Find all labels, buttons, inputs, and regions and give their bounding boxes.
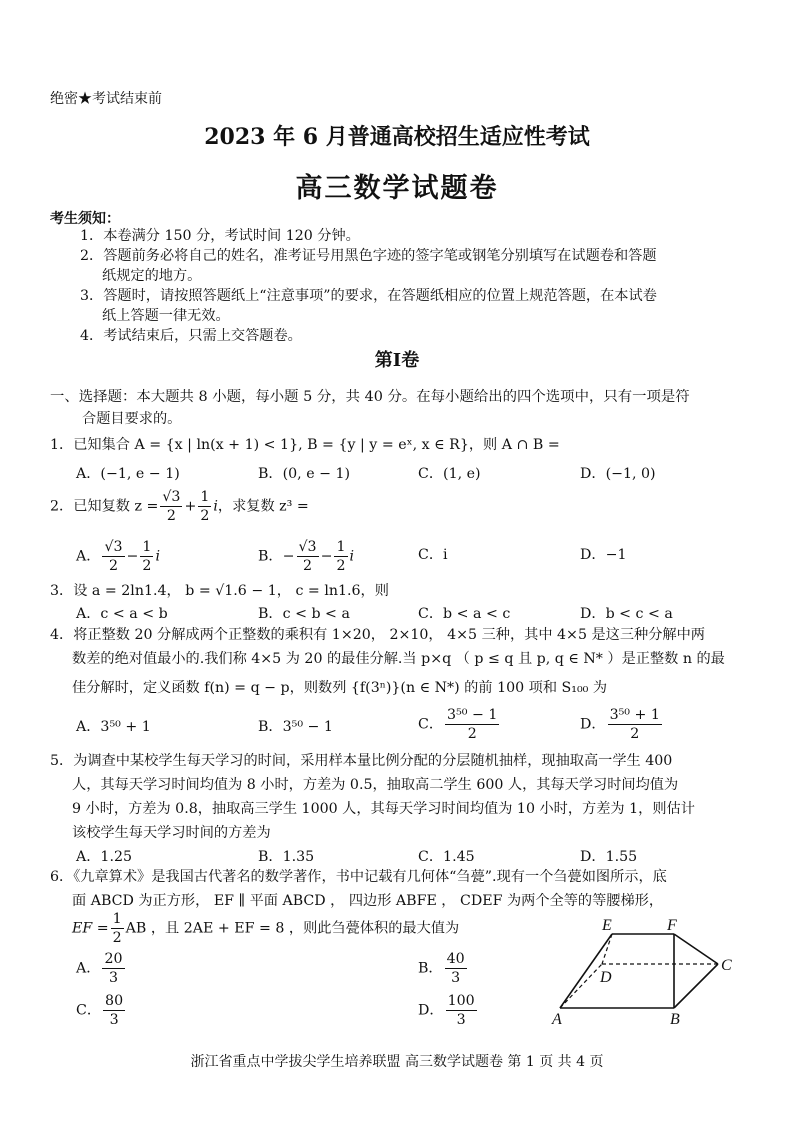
section-title: 第Ⅰ卷 [374, 350, 420, 371]
q2-option-c: C．i [418, 547, 448, 563]
notice-item-3-cont: 纸上答题一律无效。 [102, 308, 230, 324]
notice-item-1: 1．本卷满分 150 分，考试时间 120 分钟。 [80, 228, 360, 244]
q1-option-b: B．(0, e − 1) [258, 466, 351, 482]
q6-option-c: C． $\frac{80}{3}$ [76, 993, 124, 1028]
q1-option-a: A．(−1, e − 1) [76, 466, 180, 482]
q5-line-4: 该校学生每天学习时间的方差为 [72, 825, 271, 841]
q5-line-2: 人，其每天学习时间均值为 8 小时，方差为 0.5，抽取高二学生 600 人，其每天学习时间均值为 [72, 777, 679, 793]
page-footer: 浙江省重点中学拔尖学生培养联盟 高三数学试题卷 第 1 页 共 4 页 [190, 1054, 604, 1070]
q5-option-d: D．1.55 [580, 849, 638, 865]
edge-ad-hidden [560, 964, 602, 1008]
notice-heading: 考生须知： [50, 211, 120, 227]
q3-option-d: D．b < c < a [580, 606, 673, 622]
q3-option-b: B．c < b < a [258, 606, 350, 622]
q3-option-c: C．b < a < c [418, 606, 511, 622]
q5-option-c: C．1.45 [418, 849, 475, 865]
q6-line-2: 面 ABCD 为正方形， EF ∥ 平面 ABCD ， 四边形 ABFE ， CDEF 为两个全等的等腰梯形， [72, 893, 664, 909]
q3-option-a: A．c < a < b [76, 606, 168, 622]
q1-stem: 1．已知集合 A = {x | ln(x + 1) < 1}, B = {y | y = eˣ, x ∈ R}，则 A ∩ B = [50, 437, 560, 453]
label-a: A [552, 1011, 562, 1028]
q2-stem: 2．已知复数 z = $\frac{√3}{2}$ + $\frac{1}{2}$ i，求复数 z³ = [50, 489, 309, 524]
notice-item-4: 4．考试结束后，只需上交答题卷。 [80, 328, 302, 344]
q4-option-a: A．3⁵⁰ + 1 [76, 719, 151, 735]
q2-option-b: B．− $\frac{√3}{2}$ − $\frac{1}{2}$ i [258, 539, 355, 574]
q2-option-d: D．−1 [580, 547, 627, 563]
secret-label: 绝密★考试结束前 [50, 91, 162, 107]
q2-frac-sqrt3-over-2: $\frac{√3}{2}$ [162, 489, 181, 524]
label-f: F [667, 917, 677, 934]
q6-option-b: B． $\frac{40}{3}$ [418, 951, 465, 986]
q5-line-3: 9 小时，方差为 0.8，抽取高三学生 1000 人，其每天学习时间均值为 10 小时，方差为 1，则估计 [72, 801, 695, 817]
q6-option-d: D． $\frac{100}{3}$ [418, 993, 475, 1028]
q1-option-d: D．(−1, 0) [580, 466, 656, 482]
q6-option-a: A． $\frac{20}{3}$ [76, 951, 123, 986]
edge-fc [674, 934, 718, 964]
q4-option-c: C． $\frac{\text{3⁵⁰ − 1}}{2}$ [418, 707, 498, 742]
notice-item-3: 3．答题时，请按照答题纸上“注意事项”的要求，在答题纸相应的位置上规范答题，在本试卷 [80, 288, 657, 304]
edge-bc [674, 964, 718, 1008]
q3-stem: 3．设 a = 2ln1.4， b = √1.6 − 1， c = ln1.6，则 [50, 583, 389, 599]
q4-option-b: B．3⁵⁰ − 1 [258, 719, 333, 735]
q5-option-b: B．1.35 [258, 849, 315, 865]
exam-title: 2023 年 6 月普通高校招生适应性考试 [204, 124, 590, 150]
q6-line-1: 6．《九章算术》是我国古代著名的数学著作，书中记载有几何体“刍甍”.现有一个刍甍如图所示，底 [50, 869, 667, 885]
label-c: C [721, 957, 732, 974]
notice-item-2-cont: 纸规定的地方。 [102, 268, 202, 284]
q4-option-d: D． $\frac{\text{3⁵⁰ + 1}}{2}$ [580, 707, 660, 742]
part-instruction-cont: 合题目要求的。 [82, 411, 182, 427]
q4-line-3: 佳分解时，定义函数 f(n) = q − p，则数列 {f(3ⁿ)}(n ∈ N*) 的前 100 项和 S₁₀₀ 为 [72, 680, 608, 696]
q6-line-3: EF = $\frac{1}{2}$ AB ，且 2AE + EF = 8 ，则此刍甍体积的最大值为 [72, 911, 460, 946]
edge-ed-hidden [602, 934, 612, 964]
q4-line-2: 数差的绝对值最小的.我们称 4×5 为 20 的最佳分解.当 p×q （ p ≤ q 且 p, q ∈ N* ）是正整数 n 的最 [72, 651, 725, 667]
q1-option-c: C．(1, e) [418, 466, 481, 482]
label-d: D [600, 969, 612, 986]
q2-frac-1-over-2: $\frac{1}{2}$ [200, 489, 210, 524]
q5-line-1: 5．为调查中某校学生每天学习的时间，采用样本量比例分配的分层随机抽样，现抽取高一学生 400 [50, 753, 673, 769]
paper-title: 高三数学试题卷 [295, 173, 499, 204]
part-instruction: 一、选择题：本大题共 8 小题，每小题 5 分，共 40 分。在每小题给出的四个选项中，只有一项是符 [50, 389, 690, 405]
label-e: E [602, 917, 612, 934]
q2-option-a: A． $\frac{√3}{2}$ − $\frac{1}{2}$ i [76, 539, 160, 574]
q4-line-1: 4．将正整数 20 分解成两个正整数的乘积有 1×20， 2×10， 4×5 三种，其中 4×5 是这三种分解中两 [50, 627, 705, 643]
label-b: B [670, 1011, 680, 1028]
q5-option-a: A．1.25 [76, 849, 133, 865]
chumeng-figure [540, 910, 750, 1030]
notice-item-2: 2．答题前务必将自己的姓名，准考证号用黑色字迹的签字笔或钢笔分别填写在试题卷和答题 [80, 248, 657, 264]
